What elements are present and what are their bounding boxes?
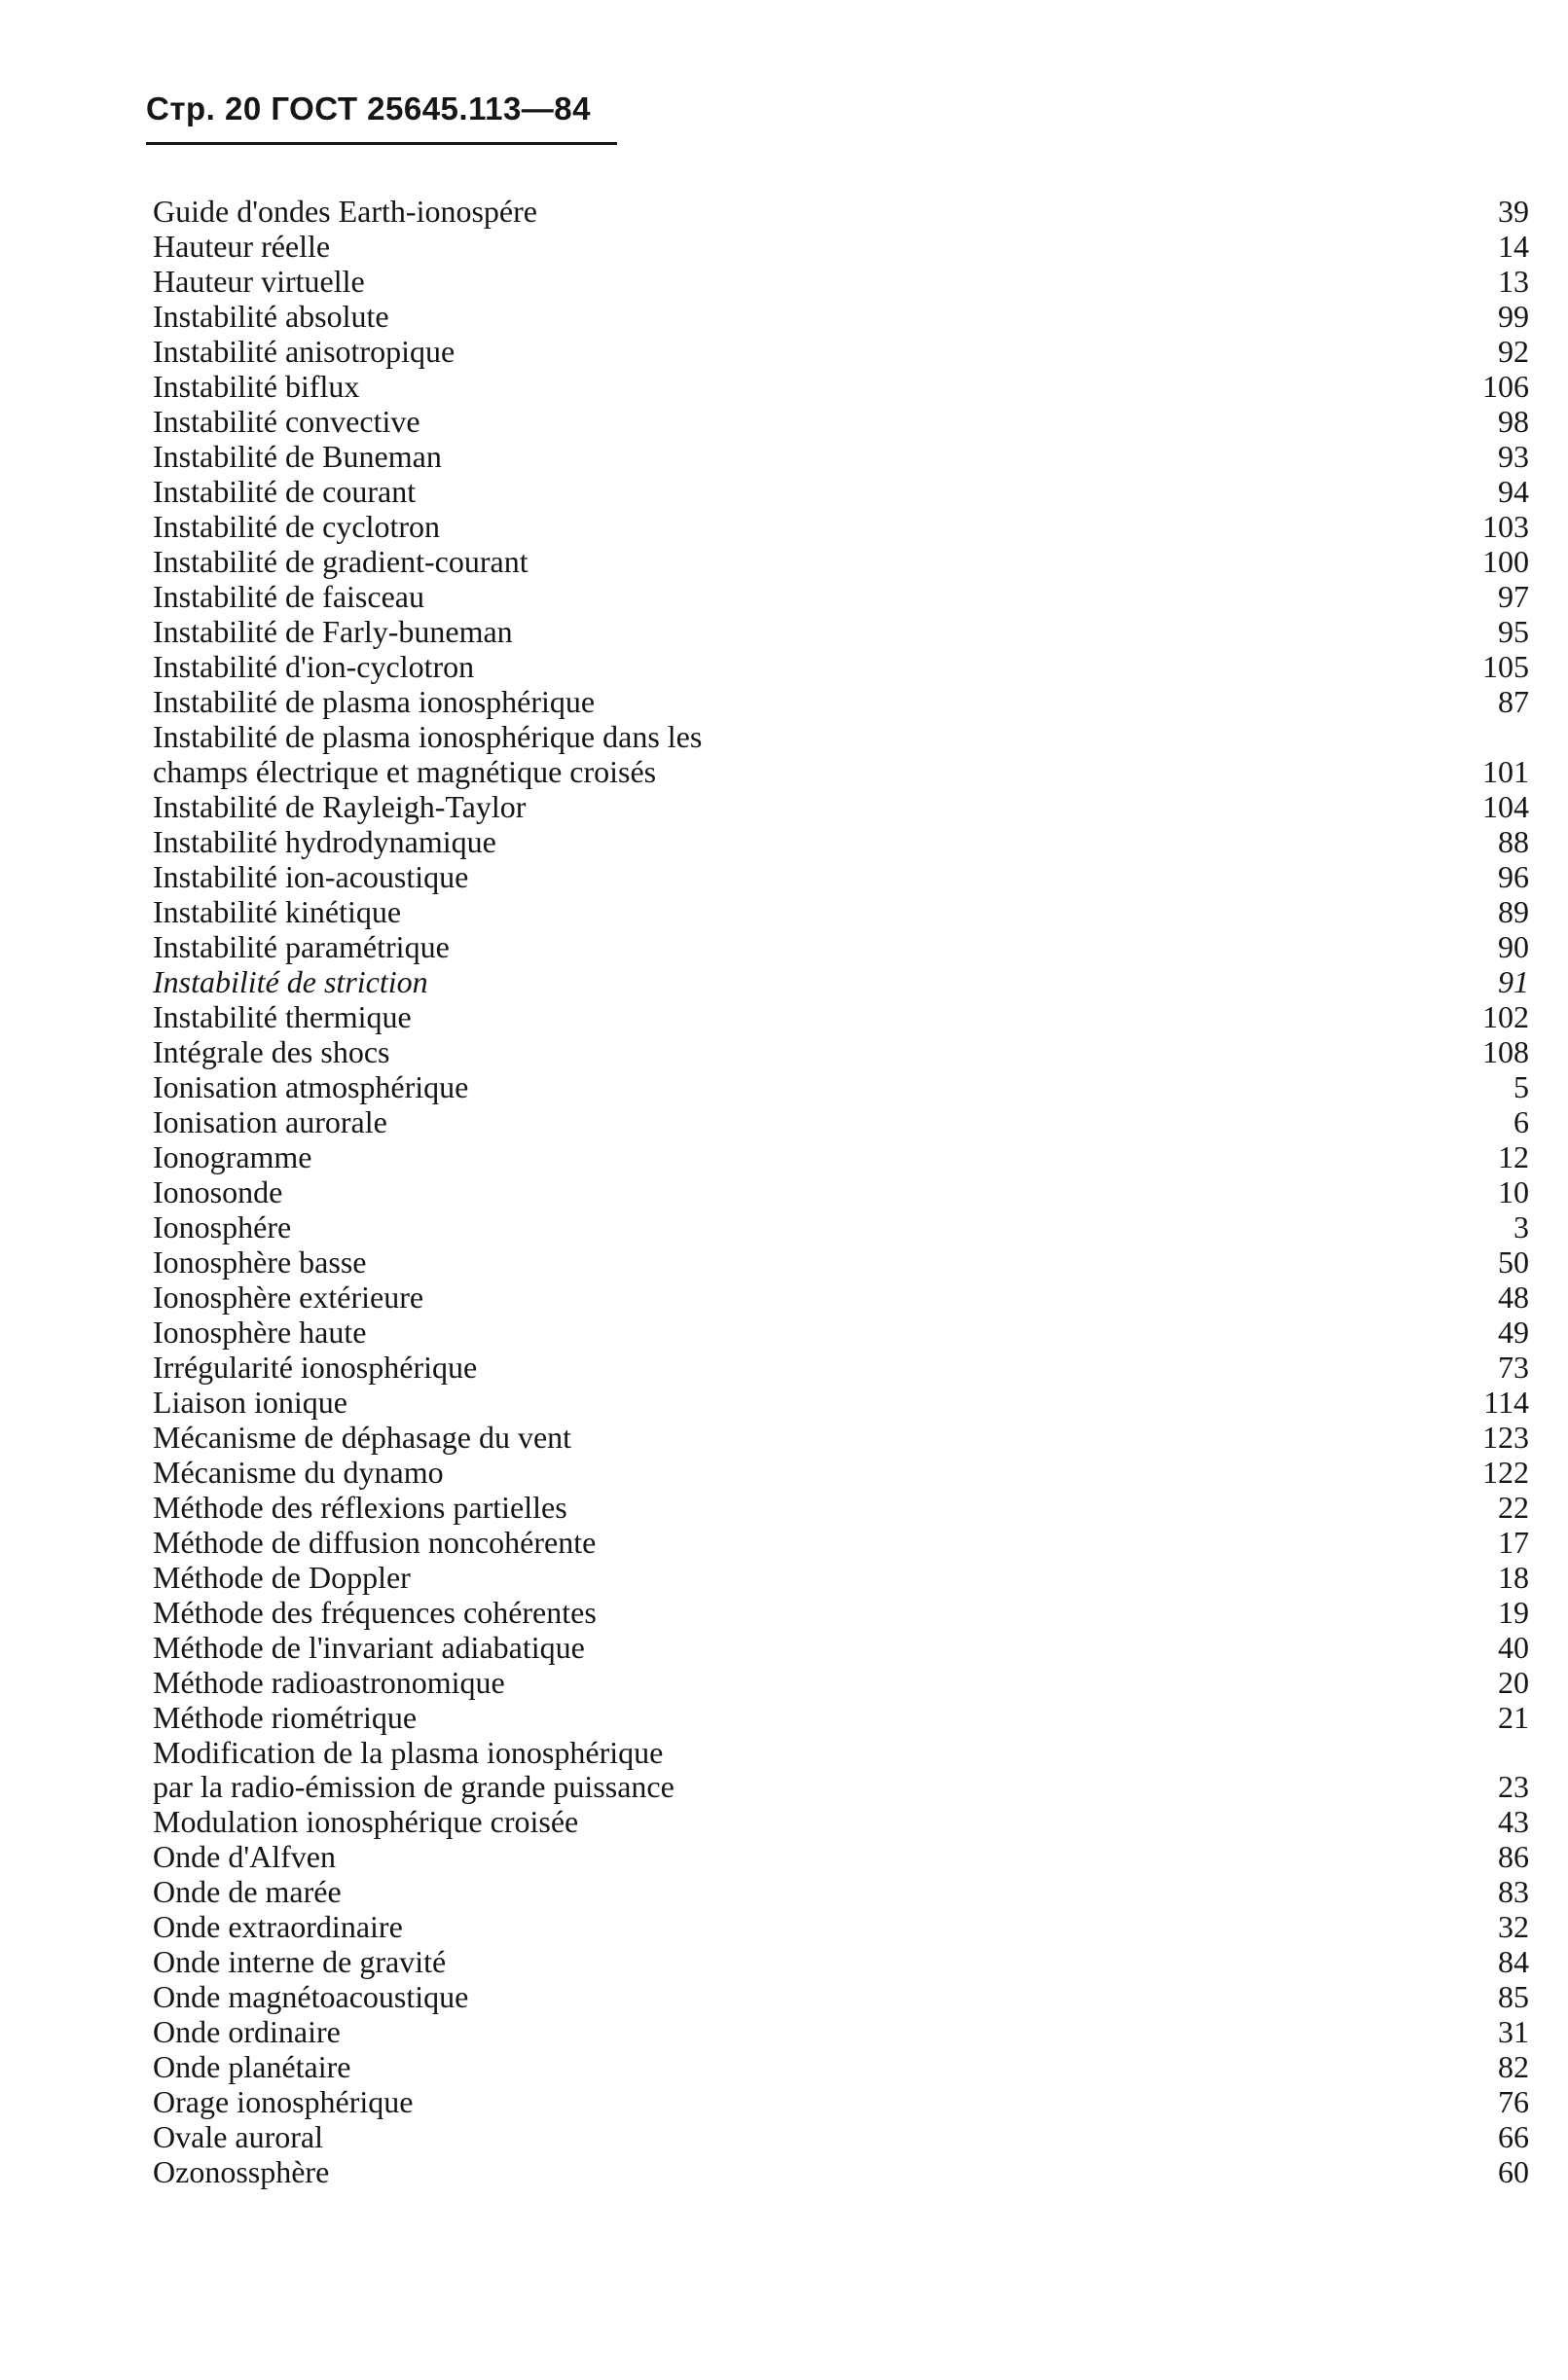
index-entry — [153, 1491, 1529, 1526]
index-entry — [153, 650, 1529, 685]
index-entry-term: Liaison ionique — [153, 1384, 347, 1420]
index-entry-page-number: 32 — [1498, 1909, 1529, 1945]
index-entry-page-number: 84 — [1498, 1944, 1529, 1980]
index-entry-term: Instabilité ion-acoustique — [153, 858, 469, 894]
index-entry-page-number: 102 — [1482, 998, 1529, 1034]
index-entry-term: Onde extraordinaire — [153, 1909, 403, 1945]
index-entry-page-number: 105 — [1482, 649, 1529, 685]
index-entry-term: Ionosphère haute — [153, 1314, 367, 1350]
index-entry — [153, 1980, 1529, 2015]
index-entry-term: Instabilité de cyclotron — [153, 509, 441, 544]
index-entry — [153, 475, 1529, 510]
index-entry-page-number: 21 — [1498, 1699, 1529, 1735]
index-entry-page-number: 82 — [1498, 2049, 1529, 2085]
index-entry-term: Instabilité biflux — [153, 369, 360, 404]
index-entry-page-number: 114 — [1483, 1384, 1529, 1420]
index-entry — [153, 1945, 1529, 1980]
index-entry-page-number: 104 — [1482, 788, 1529, 824]
index-entry-term: Onde ordinaire — [153, 2014, 341, 2050]
index-entry-term: Instabilité thermique — [153, 998, 412, 1034]
index-entry-page-number: 20 — [1498, 1664, 1529, 1700]
index-entry-term: Modification de la plasma ionosphérique par la radio-émission de grande puissance — [153, 1734, 675, 1805]
index-entry — [153, 440, 1529, 475]
index-entry-term: Instabilité de Buneman — [153, 439, 442, 474]
index-entry-page-number: 93 — [1498, 439, 1529, 475]
index-entry-page-number: 43 — [1498, 1804, 1529, 1840]
index-entry-page-number: 101 — [1482, 753, 1529, 789]
index-entry — [153, 825, 1529, 860]
running-header: Стр. 20 ГОСТ 25645.113—84 — [146, 90, 592, 126]
index-entry-term: Instabilité kinétique — [153, 893, 402, 929]
index-entry — [153, 510, 1529, 545]
index-entry-term: Mécanisme du dynamo — [153, 1454, 444, 1490]
index-entry — [153, 1561, 1529, 1596]
index-entry — [153, 2155, 1529, 2190]
index-entry-page-number: 96 — [1498, 858, 1529, 894]
index-entry-page-number: 31 — [1498, 2014, 1529, 2050]
index-entry-page-number: 92 — [1498, 334, 1529, 370]
index-entry — [153, 1105, 1529, 1140]
index-entry — [153, 1280, 1529, 1316]
index-entry — [153, 1701, 1529, 1736]
index-entry-term: Méthode des réflexions partielles — [153, 1489, 567, 1525]
index-entry-page-number: 97 — [1498, 579, 1529, 615]
index-entry — [153, 1316, 1529, 1351]
index-entry — [153, 230, 1529, 265]
index-entry — [153, 965, 1529, 1000]
index-entry-page-number: 85 — [1498, 1979, 1529, 2015]
index-entry — [153, 790, 1529, 825]
index-entry — [153, 1666, 1529, 1701]
index-entry-term: Méthode de Doppler — [153, 1559, 411, 1595]
index-entry-term: Instabilité convective — [153, 404, 420, 439]
header-rule — [146, 142, 617, 145]
index-entry-page-number: 99 — [1498, 299, 1529, 335]
index-entry-term: Ionisation aurorale — [153, 1103, 387, 1139]
index-entry — [153, 405, 1529, 440]
index-entry-term: Onde magnétoacoustique — [153, 1979, 469, 2015]
index-entry-page-number: 91 — [1498, 963, 1529, 999]
index-entry — [153, 545, 1529, 580]
index-entry-page-number: 22 — [1498, 1489, 1529, 1525]
index-entry — [153, 2120, 1529, 2155]
index-entry-page-number: 49 — [1498, 1314, 1529, 1350]
index-entry — [153, 860, 1529, 895]
index-entry-term: Onde de marée — [153, 1874, 342, 1910]
index-entry-page-number: 18 — [1498, 1559, 1529, 1595]
index-entry-term: Modulation ionosphérique croisée — [153, 1804, 579, 1840]
index-entry-term: Hauteur virtuelle — [153, 264, 365, 299]
index-entry — [153, 195, 1529, 230]
index-entry — [153, 370, 1529, 405]
index-entry — [153, 580, 1529, 615]
index-entry — [153, 265, 1529, 300]
index-entry-term: Instabilité hydrodynamique — [153, 823, 496, 859]
index-entry-page-number: 66 — [1498, 2119, 1529, 2155]
index-entry-term: Ovale auroral — [153, 2119, 324, 2155]
index-entry-page-number: 3 — [1513, 1208, 1529, 1244]
index-entry-term: Mécanisme de déphasage du vent — [153, 1419, 572, 1455]
index-entry — [153, 1175, 1529, 1210]
index-entry-page-number: 87 — [1498, 684, 1529, 720]
index-entry — [153, 2050, 1529, 2085]
index-entry-term: Instabilité de gradient-courant — [153, 544, 529, 579]
index-entry-page-number: 10 — [1498, 1173, 1529, 1209]
index-entry-term: Instabilité de faisceau — [153, 579, 424, 614]
index-entry — [153, 1875, 1529, 1910]
index-entry-page-number: 60 — [1498, 2154, 1529, 2190]
index-entry — [153, 1596, 1529, 1631]
index-entry-page-number: 98 — [1498, 404, 1529, 440]
index-entry-term: Ionosonde — [153, 1173, 283, 1209]
index-entry-term: Onde interne de gravité — [153, 1944, 447, 1980]
index-entry — [153, 1840, 1529, 1875]
index-entry-page-number: 48 — [1498, 1279, 1529, 1315]
index-entry — [153, 1421, 1529, 1456]
index-entry-term: Instabilité anisotropique — [153, 334, 456, 369]
index-entry — [153, 300, 1529, 335]
index-entry — [153, 615, 1529, 650]
index-entry-term: Instabilité absolute — [153, 299, 389, 334]
index-entry-page-number: 122 — [1482, 1454, 1529, 1490]
index-entry — [153, 720, 1529, 790]
index-entry-term: Ozonossphère — [153, 2154, 330, 2190]
index-entry-term: Méthode de diffusion noncohérente — [153, 1524, 597, 1560]
index-entry — [153, 1351, 1529, 1386]
index-entry-page-number: 14 — [1498, 229, 1529, 265]
index-entry-term: Instabilité de plasma ionosphérique dans les champs électrique et magnétique croisés — [153, 719, 703, 789]
index-entry — [153, 335, 1529, 370]
index-entry — [153, 2085, 1529, 2120]
index-entry-term: Méthode de l'invariant adiabatique — [153, 1629, 585, 1665]
index-entry-term: Méthode des fréquences cohérentes — [153, 1594, 597, 1630]
index-entry-term: Instabilité de striction — [153, 963, 428, 999]
index-entry-term: Ionosphére — [153, 1208, 292, 1244]
index-entry-page-number: 90 — [1498, 928, 1529, 964]
index-entry — [153, 1631, 1529, 1666]
index-entry-page-number: 6 — [1513, 1103, 1529, 1139]
index-entry-term: Onde d'Alfven — [153, 1839, 336, 1875]
index-entry — [153, 1245, 1529, 1280]
index-entry-page-number: 5 — [1513, 1068, 1529, 1104]
index-entry-page-number: 17 — [1498, 1524, 1529, 1560]
index-entry — [153, 1070, 1529, 1105]
index-entry-term: Guide d'ondes Earth-ionospére — [153, 194, 537, 229]
index-entry-page-number: 50 — [1498, 1244, 1529, 1280]
index-entry-page-number: 95 — [1498, 614, 1529, 650]
index-entry-term: Hauteur réelle — [153, 229, 331, 264]
index-entry-term: Méthode radioastronomique — [153, 1664, 505, 1700]
index-entry-page-number: 86 — [1498, 1839, 1529, 1875]
index-entry — [153, 1210, 1529, 1245]
index-entry-page-number: 73 — [1498, 1349, 1529, 1385]
index-entry — [153, 1805, 1529, 1840]
index-entry-page-number: 13 — [1498, 264, 1529, 300]
index-entry — [153, 1386, 1529, 1421]
index-entry — [153, 1000, 1529, 1035]
index-entry-page-number: 83 — [1498, 1874, 1529, 1910]
index-entry-term: Ionisation atmosphérique — [153, 1068, 469, 1104]
index-entry-page-number: 103 — [1482, 509, 1529, 545]
index-entry-page-number: 12 — [1498, 1138, 1529, 1174]
index-entry-term: Onde planétaire — [153, 2049, 351, 2085]
index-entry — [153, 1526, 1529, 1561]
index-entry — [153, 1456, 1529, 1491]
index-entry — [153, 1140, 1529, 1175]
index-entry-term: Instabilité de Rayleigh-Taylor — [153, 788, 527, 824]
index-entry-term: Intégrale des shocs — [153, 1033, 390, 1069]
index-entry-page-number: 19 — [1498, 1594, 1529, 1630]
index-entry — [153, 895, 1529, 930]
index-entry-term: Méthode riométrique — [153, 1699, 418, 1735]
index-entry-term: Instabilité de Farly-buneman — [153, 614, 513, 649]
index-entry-term: Ionosphère basse — [153, 1244, 367, 1280]
index-entry — [153, 2015, 1529, 2050]
index-entry-page-number: 106 — [1482, 369, 1529, 405]
index-entry-page-number: 39 — [1498, 194, 1529, 230]
index-entry-term: Ionosphère extérieure — [153, 1279, 424, 1315]
index-entry-term: Instabilité d'ion-cyclotron — [153, 649, 475, 684]
index-entry-term: Orage ionosphérique — [153, 2084, 414, 2120]
index-entry-page-number: 123 — [1482, 1419, 1529, 1455]
index-entry-page-number: 89 — [1498, 893, 1529, 929]
index-entry — [153, 685, 1529, 720]
index-entry — [153, 1736, 1529, 1806]
index-entry-term: Instabilité paramétrique — [153, 928, 450, 964]
index-entry-term: Irrégularité ionosphérique — [153, 1349, 478, 1385]
index-entry-page-number: 23 — [1498, 1769, 1529, 1805]
index-entry — [153, 1035, 1529, 1070]
index-entry — [153, 930, 1529, 965]
index-entry-term: Ionogramme — [153, 1138, 312, 1174]
index-entry-term: Instabilité de courant — [153, 474, 417, 509]
index-entry-page-number: 76 — [1498, 2084, 1529, 2120]
index-entry-page-number: 94 — [1498, 474, 1529, 510]
index-entry-term: Instabilité de plasma ionosphérique — [153, 684, 596, 719]
index-entry-page-number: 88 — [1498, 823, 1529, 859]
index-list — [153, 195, 1529, 2190]
index-entry — [153, 1910, 1529, 1945]
index-entry-page-number: 108 — [1482, 1033, 1529, 1069]
index-entry-page-number: 100 — [1482, 544, 1529, 580]
index-entry-page-number: 40 — [1498, 1629, 1529, 1665]
